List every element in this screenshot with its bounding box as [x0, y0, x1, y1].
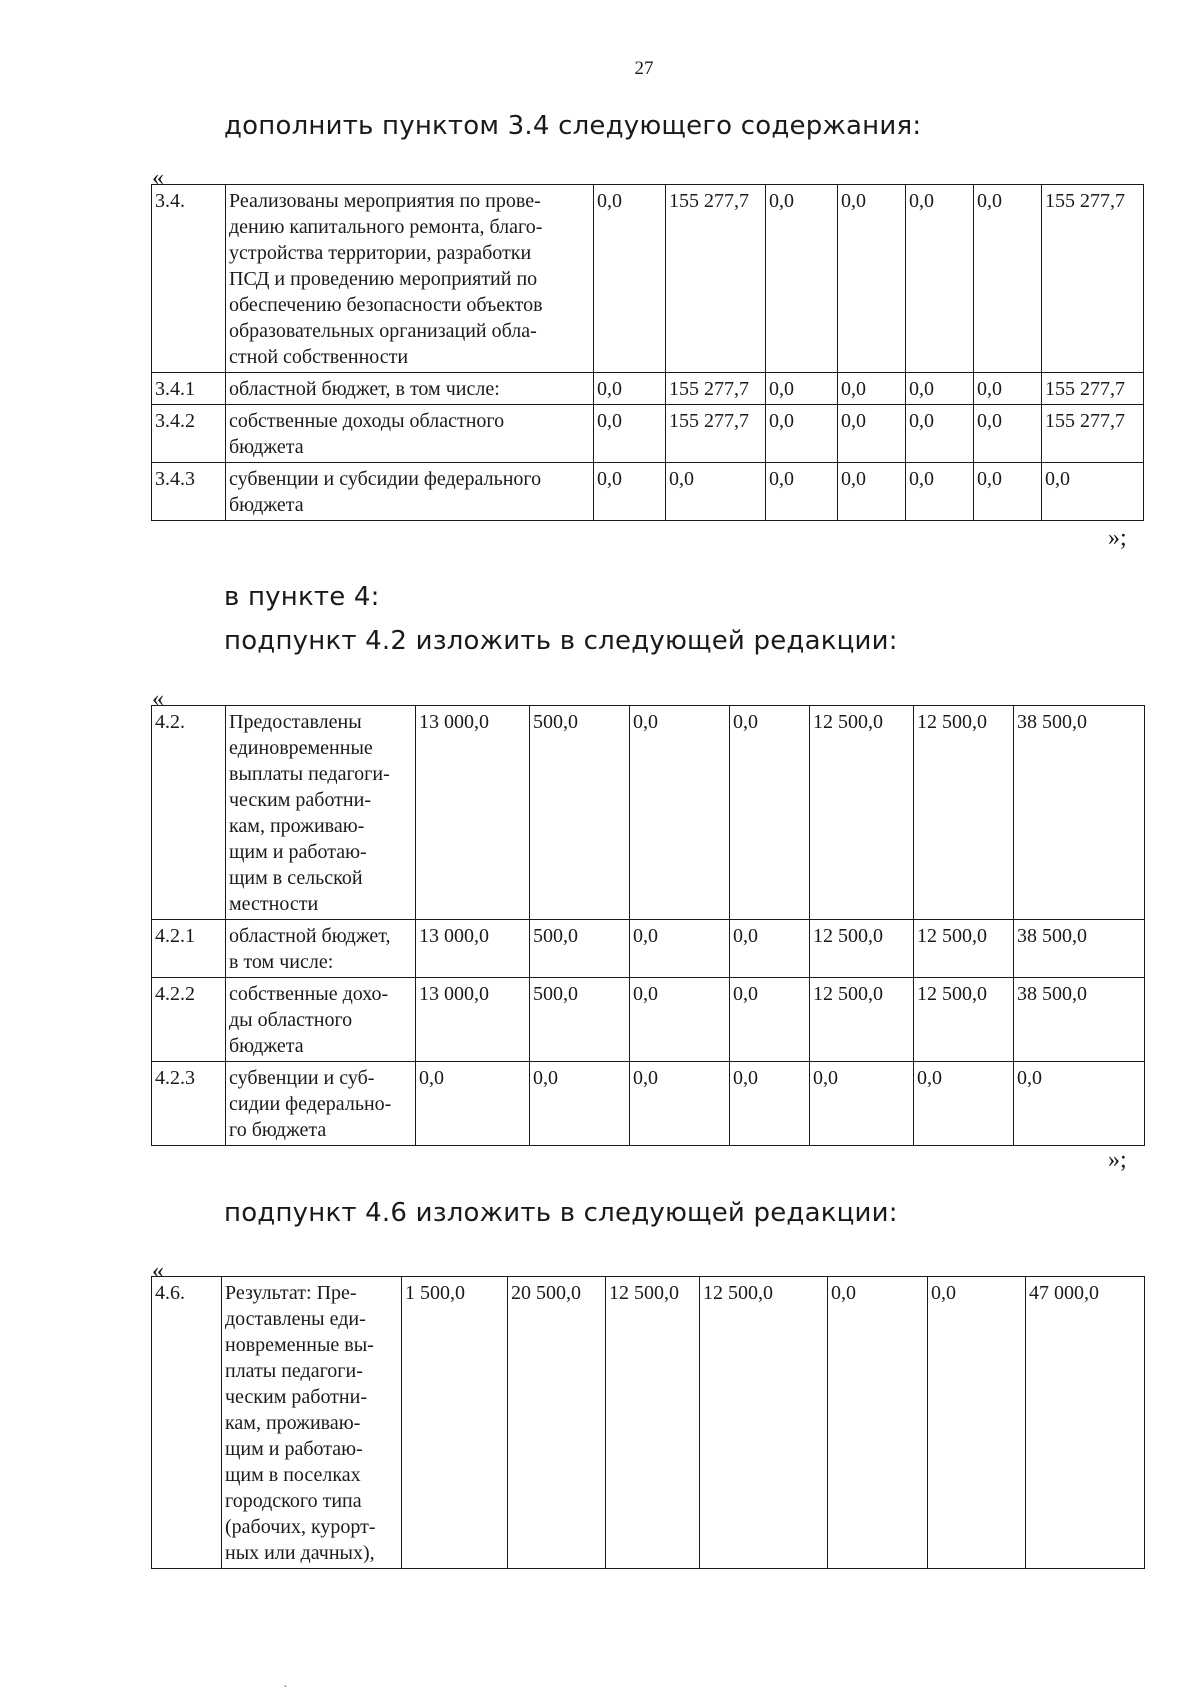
value-cell: 0,0	[630, 978, 730, 1062]
row-number: 4.2.2	[152, 978, 226, 1062]
value-cell: 0,0	[974, 185, 1042, 373]
value-cell: 13 000,0	[416, 978, 530, 1062]
value-cell: 20 500,0	[508, 1277, 606, 1569]
value-cell: 0,0	[1042, 463, 1144, 521]
value-cell: 38 500,0	[1014, 706, 1145, 920]
value-cell: 12 500,0	[810, 920, 914, 978]
value-cell: 0,0	[416, 1062, 530, 1146]
value-cell: 12 500,0	[914, 978, 1014, 1062]
value-cell: 0,0	[630, 920, 730, 978]
value-cell: 155 277,7	[1042, 373, 1144, 405]
value-cell: 155 277,7	[666, 373, 766, 405]
page-number: 27	[634, 58, 654, 79]
row-number: 3.4.2	[152, 405, 226, 463]
value-cell: 0,0	[594, 405, 666, 463]
section-3-open-quote: «	[152, 1258, 164, 1284]
row-number: 4.2.1	[152, 920, 226, 978]
section-2-subheading: в пункте 4:	[224, 582, 380, 612]
section-2-close-quote: »;	[1108, 1147, 1127, 1173]
table-row	[152, 978, 1145, 1062]
value-cell: 38 500,0	[1014, 978, 1145, 1062]
table-4-2	[151, 705, 1145, 1146]
section-1-open-quote: «	[152, 165, 164, 191]
table-row	[152, 1062, 1145, 1146]
value-cell: 500,0	[530, 978, 630, 1062]
table-4-6	[151, 1276, 1145, 1569]
section-1-heading: дополнить пунктом 3.4 следующего содержания:	[224, 111, 922, 141]
value-cell: 47 000,0	[1026, 1277, 1145, 1569]
value-cell: 0,0	[630, 1062, 730, 1146]
value-cell: 0,0	[594, 463, 666, 521]
value-cell: 1 500,0	[402, 1277, 508, 1569]
value-cell: 13 000,0	[416, 920, 530, 978]
section-2-open-quote: «	[152, 686, 164, 712]
value-cell: 0,0	[766, 185, 838, 373]
value-cell: 155 277,7	[666, 185, 766, 373]
value-cell: 155 277,7	[1042, 185, 1144, 373]
value-cell: 0,0	[838, 373, 906, 405]
value-cell: 0,0	[906, 405, 974, 463]
table-row	[152, 185, 1144, 373]
value-cell: 0,0	[906, 373, 974, 405]
row-number: 4.2.	[152, 706, 226, 920]
row-description: Результат: Пре- доставлены еди- новременные вы- платы педагоги- ческим работни- кам, проживаю- щим и работаю- щим в поселках городского типа (рабочих, курорт- ных или дачных),	[222, 1277, 402, 1569]
row-number: 4.6.	[152, 1277, 222, 1569]
row-description: собственные доходы областного бюджета	[226, 405, 594, 463]
value-cell: 0,0	[730, 978, 810, 1062]
row-number: 4.2.3	[152, 1062, 226, 1146]
value-cell: 500,0	[530, 920, 630, 978]
value-cell: 0,0	[594, 373, 666, 405]
row-description: областной бюджет, в том числе:	[226, 373, 594, 405]
value-cell: 0,0	[730, 920, 810, 978]
value-cell: 0,0	[766, 373, 838, 405]
table-3-4	[151, 184, 1144, 521]
value-cell: 0,0	[730, 706, 810, 920]
value-cell: 500,0	[530, 706, 630, 920]
value-cell: 0,0	[914, 1062, 1014, 1146]
value-cell: 0,0	[974, 463, 1042, 521]
value-cell: 13 000,0	[416, 706, 530, 920]
scan-mark: ·	[283, 1680, 288, 1695]
value-cell: 0,0	[974, 405, 1042, 463]
row-description: Предоставлены единовременные выплаты педагоги- ческим работни- кам, проживаю- щим и работаю- щим в сельской местности	[226, 706, 416, 920]
value-cell: 12 500,0	[914, 920, 1014, 978]
value-cell: 155 277,7	[1042, 405, 1144, 463]
value-cell: 0,0	[666, 463, 766, 521]
table-row	[152, 920, 1145, 978]
row-number: 3.4.1	[152, 373, 226, 405]
value-cell: 12 500,0	[606, 1277, 700, 1569]
row-description: собственные дохо- ды областного бюджета	[226, 978, 416, 1062]
value-cell: 0,0	[974, 373, 1042, 405]
value-cell: 155 277,7	[666, 405, 766, 463]
section-3-heading: подпункт 4.6 изложить в следующей редакции:	[224, 1198, 898, 1228]
value-cell: 0,0	[766, 463, 838, 521]
value-cell: 0,0	[1014, 1062, 1145, 1146]
value-cell: 0,0	[838, 185, 906, 373]
row-description: областной бюджет, в том числе:	[226, 920, 416, 978]
value-cell: 0,0	[594, 185, 666, 373]
value-cell: 38 500,0	[1014, 920, 1145, 978]
value-cell: 0,0	[810, 1062, 914, 1146]
value-cell: 0,0	[906, 463, 974, 521]
table-row	[152, 463, 1144, 521]
value-cell: 0,0	[928, 1277, 1026, 1569]
value-cell: 0,0	[530, 1062, 630, 1146]
value-cell: 12 500,0	[700, 1277, 828, 1569]
row-description: субвенции и суб- сидии федерально- го бюджета	[226, 1062, 416, 1146]
section-1-close-quote: »;	[1108, 525, 1127, 551]
value-cell: 0,0	[838, 405, 906, 463]
value-cell: 12 500,0	[810, 706, 914, 920]
table-row	[152, 706, 1145, 920]
value-cell: 0,0	[630, 706, 730, 920]
row-description: субвенции и субсидии федерального бюджета	[226, 463, 594, 521]
row-number: 3.4.3	[152, 463, 226, 521]
value-cell: 0,0	[838, 463, 906, 521]
value-cell: 0,0	[906, 185, 974, 373]
value-cell: 0,0	[766, 405, 838, 463]
table-row	[152, 373, 1144, 405]
row-number: 3.4.	[152, 185, 226, 373]
value-cell: 0,0	[828, 1277, 928, 1569]
value-cell: 0,0	[730, 1062, 810, 1146]
value-cell: 12 500,0	[914, 706, 1014, 920]
section-2-heading: подпункт 4.2 изложить в следующей редакции:	[224, 626, 898, 656]
row-description: Реализованы мероприятия по прове- дению капитального ремонта, благо- устройства территории, разработки ПСД и проведению мероприятий по обеспечению безопасности объектов образовательных организаций обла- стной собственности	[226, 185, 594, 373]
value-cell: 12 500,0	[810, 978, 914, 1062]
table-row	[152, 1277, 1145, 1569]
table-row	[152, 405, 1144, 463]
